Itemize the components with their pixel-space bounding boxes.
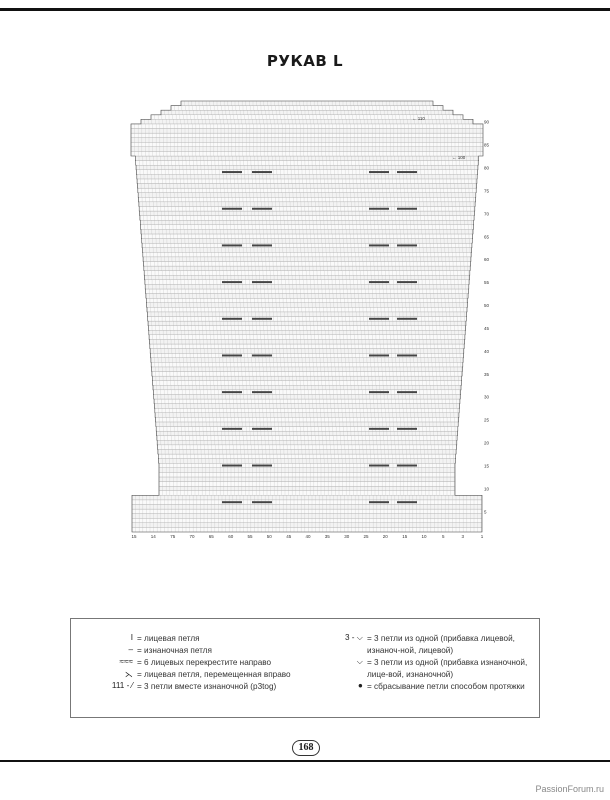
legend-item-knit: I = лицевая петля [71, 633, 306, 645]
chart-row [145, 275, 470, 280]
chart-row [161, 110, 453, 115]
cable-marker [252, 354, 272, 356]
chart-row [142, 248, 471, 253]
row-label: 5 [484, 509, 487, 515]
stitch-label: 50 [266, 534, 272, 539]
chart-row [158, 449, 456, 454]
chart-row [132, 509, 482, 514]
chart-row [149, 330, 465, 335]
cable-marker [397, 391, 417, 393]
chart-row [145, 284, 469, 289]
stitch-label: 65 [208, 534, 214, 539]
chart-row [154, 394, 461, 399]
legend-item-inc-purl: ⌵ = 3 петли из одной (прибавка изнаночной, лице-вой, изнаночной) [301, 657, 536, 681]
chart-row [137, 174, 477, 179]
chart-row [159, 477, 455, 482]
cable-marker [369, 391, 389, 393]
row-marker-110: ← 110 [412, 116, 425, 121]
stitch-label: 40 [305, 534, 311, 539]
chart-row [146, 289, 469, 294]
legend-item-drop: ● = сбрасывание петли способом протяжки [301, 681, 536, 693]
chart-row [155, 417, 458, 422]
chart-row [143, 257, 471, 262]
cable-marker [397, 465, 417, 467]
cable-marker [252, 465, 272, 467]
chart-row [153, 381, 462, 386]
row-label: 40 [484, 348, 490, 354]
chart-row [159, 472, 455, 477]
chart-row [136, 161, 479, 166]
cable-marker [252, 208, 272, 210]
chart-row [139, 197, 476, 202]
cable-marker [222, 244, 242, 246]
purl-symbol: – [128, 645, 133, 654]
cable-marker [369, 501, 389, 503]
chart-row [131, 142, 483, 147]
cable-marker [222, 281, 242, 283]
chart-row [142, 243, 472, 248]
chart-row [132, 523, 482, 528]
cable-marker [252, 318, 272, 320]
row-label: 70 [484, 211, 490, 217]
legend-item-inc-knit: 3 - ⌵ = 3 петли из одной (прибавка лицевой, изнаноч-ной, лицевой) [301, 633, 536, 657]
cable-marker [397, 501, 417, 503]
chart-row [155, 413, 459, 418]
row-label: 50 [484, 303, 490, 308]
chart-row [148, 321, 466, 326]
page-title: РУКАВ L [266, 52, 344, 70]
chart-row [142, 239, 473, 244]
stitch-label: 3 [461, 534, 464, 539]
increase-purl-symbol: ⌵ [356, 657, 363, 666]
p3tog-symbol: 111 - ⁄ [111, 681, 133, 690]
row-label: 55 [484, 280, 490, 286]
moved-right-symbol: ⋋ [124, 670, 133, 679]
chart-row [141, 225, 474, 230]
stitch-label: 45 [286, 534, 292, 539]
watermark: PassionForum.ru [535, 784, 604, 794]
chart-row [141, 229, 473, 234]
stitch-label: 60 [228, 534, 234, 539]
stitch-label: 10 [421, 534, 427, 539]
legend-item-p3tog: 111 - ⁄ = 3 петли вместе изнаночной (p3tog) [71, 681, 306, 693]
knit-symbol: I [130, 633, 133, 642]
chart-row [137, 184, 476, 189]
row-label: 80 [484, 165, 490, 171]
chart-row [146, 298, 467, 303]
chart-row [152, 367, 463, 372]
cable-marker [252, 281, 272, 283]
chart-row [136, 165, 478, 170]
chart-row [131, 124, 483, 129]
chart-row [157, 436, 457, 441]
legend-item-purl: – = изнаночная петля [71, 645, 306, 657]
chart-row [140, 220, 473, 225]
chart-row [152, 372, 462, 377]
chart-row [153, 385, 461, 390]
chart-row [158, 454, 455, 459]
chart-row [154, 404, 459, 409]
chart-row [148, 317, 467, 322]
stitch-label: 55 [247, 534, 253, 539]
cable-marker [397, 318, 417, 320]
stitch-label: 25 [363, 534, 369, 539]
chart-row [159, 486, 455, 491]
cable-marker [369, 428, 389, 430]
chart-row [132, 514, 482, 519]
chart-row [147, 303, 468, 308]
chart-row [131, 129, 483, 134]
cable-marker [397, 354, 417, 356]
cable-marker [369, 208, 389, 210]
row-label: 65 [484, 234, 490, 240]
chart-row [155, 408, 459, 413]
row-label: 45 [484, 326, 490, 331]
chart-row [131, 133, 483, 138]
stitch-label: 15 [131, 534, 137, 539]
chart-row [159, 491, 455, 496]
stitch-label: 5 [442, 534, 445, 539]
chart-row [131, 151, 483, 156]
legend-item-cable: ≈≈≈ = 6 лицевых перекрестите направо [71, 657, 306, 669]
row-label: 10 [484, 486, 490, 492]
cable-marker [369, 354, 389, 356]
chart-row [147, 307, 467, 312]
chart-row [140, 216, 474, 221]
chart-row [140, 211, 475, 216]
increase-knit-symbol: 3 - ⌵ [344, 633, 363, 642]
legend-box [70, 618, 540, 718]
legend-item-moved-right: ⋋ = лицевая петля, перемещенная вправо [71, 669, 306, 681]
row-label: 35 [484, 371, 490, 377]
chart-row [137, 179, 477, 184]
cable-marker [222, 501, 242, 503]
cable-marker [222, 428, 242, 430]
chart-row [131, 147, 483, 152]
chart-row [157, 431, 458, 436]
stitch-label: 1 [480, 534, 484, 539]
cable-marker [252, 391, 272, 393]
chart-row [171, 106, 443, 111]
chart-grid [131, 101, 483, 532]
chart-row [159, 459, 456, 464]
row-label: 90 [484, 119, 490, 125]
chart-row [158, 445, 457, 450]
chart-row [131, 138, 483, 143]
chart-row [150, 349, 464, 354]
cable-marker [222, 465, 242, 467]
chart-row [132, 504, 482, 509]
chart-row [144, 271, 470, 276]
cable-marker [222, 354, 242, 356]
chart-row [157, 440, 457, 445]
chart-row [146, 294, 468, 299]
row-marker-100: ← 100 [452, 155, 466, 160]
cable-marker [222, 208, 242, 210]
cable-marker [397, 208, 417, 210]
cable-marker [222, 171, 242, 173]
chart-row [143, 261, 470, 266]
cable-marker [397, 281, 417, 283]
chart-row [132, 500, 482, 505]
stitch-label: 70 [189, 534, 195, 539]
chart-row [147, 312, 466, 317]
cable-symbol: ≈≈≈ [119, 657, 133, 666]
chart-row [132, 518, 482, 523]
cable-marker [222, 318, 242, 320]
page-number: 168 [292, 740, 320, 756]
chart-row [144, 266, 470, 271]
chart-row [159, 468, 455, 473]
chart-row [135, 156, 478, 161]
row-label: 25 [484, 417, 490, 423]
row-label: 85 [484, 142, 490, 148]
bottom-rule [0, 760, 610, 762]
stitch-label: 20 [382, 534, 388, 539]
cable-marker [222, 391, 242, 393]
cable-marker [397, 171, 417, 173]
chart-row [159, 482, 455, 487]
cable-marker [252, 171, 272, 173]
cable-marker [252, 428, 272, 430]
chart-row [154, 399, 460, 404]
cable-marker [369, 318, 389, 320]
chart-row [149, 339, 464, 344]
cable-marker [369, 171, 389, 173]
cable-marker [252, 501, 272, 503]
row-label: 30 [484, 394, 490, 400]
cable-marker [369, 281, 389, 283]
chart-row [132, 495, 482, 500]
chart-row [138, 193, 476, 198]
row-label: 75 [484, 188, 490, 194]
stitch-label: 15 [402, 534, 408, 539]
cable-marker [397, 428, 417, 430]
chart-row [149, 335, 465, 340]
stitch-label: 75 [170, 534, 176, 539]
stitch-label: 30 [344, 534, 350, 539]
stitch-label: 35 [324, 534, 330, 539]
row-label: 15 [484, 463, 490, 469]
chart-row [136, 170, 477, 175]
chart-row [143, 252, 471, 257]
chart-row [132, 527, 482, 532]
cable-marker [369, 244, 389, 246]
row-label: 60 [484, 257, 490, 263]
cable-marker [397, 244, 417, 246]
chart-row [148, 326, 465, 331]
cable-marker [252, 244, 272, 246]
chart-row [150, 344, 464, 349]
row-label: 20 [484, 440, 490, 446]
drop-stitch-symbol: ● [358, 681, 363, 690]
cable-marker [369, 465, 389, 467]
stitch-label: 14 [150, 534, 156, 539]
